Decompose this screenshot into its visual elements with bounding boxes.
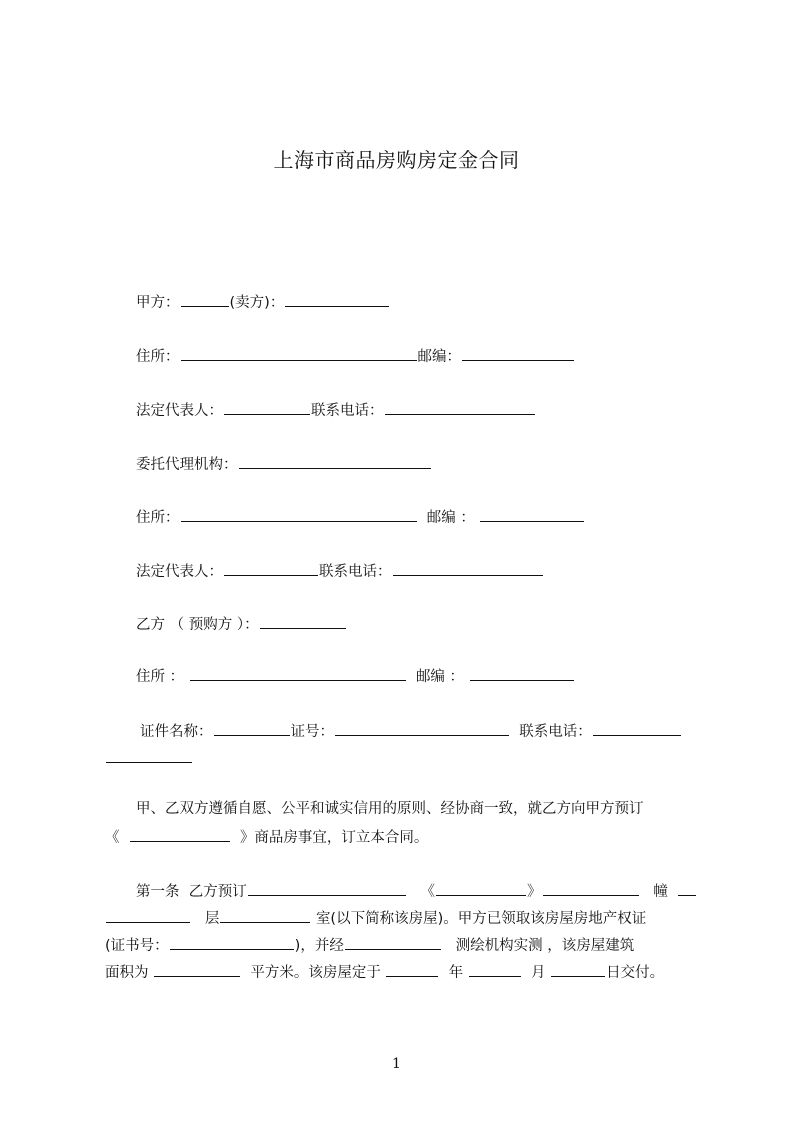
- agent-address-label: 住所：: [136, 510, 180, 526]
- party-a-seller-label: (卖方)：: [229, 295, 285, 311]
- party-a-address-label: 住所：: [136, 349, 180, 365]
- party-a-address-blank[interactable]: [181, 345, 417, 361]
- party-b-phone-label: 联系电话：: [519, 724, 592, 740]
- party-a-label: 甲方：: [136, 295, 180, 311]
- agent-line: [136, 453, 432, 474]
- party-b-id-name-label: 证件名称：: [140, 724, 213, 740]
- article1-road-blank[interactable]: [543, 880, 639, 896]
- preamble-project-blank[interactable]: [130, 826, 230, 842]
- agent-address-line: [136, 506, 585, 527]
- agent-phone-label: 联系电话：: [319, 564, 392, 580]
- preamble-open-bracket: 《: [105, 830, 120, 846]
- party-a-phone-label: 联系电话：: [311, 403, 384, 419]
- party-b-phone-continued: [105, 747, 193, 768]
- article1-cert-close: )，并经: [294, 938, 344, 954]
- party-a-name-blank[interactable]: [181, 291, 229, 307]
- article1-area-label: 面积为: [105, 965, 149, 981]
- article1-year: 年: [448, 965, 464, 981]
- article1-line-1: [136, 880, 697, 901]
- party-b-label: 乙方 （ 预购方 ）：: [136, 617, 259, 633]
- article1-open-quote: 《: [420, 884, 436, 900]
- article1-line-3: [105, 934, 634, 955]
- party-b-phone-blank[interactable]: [593, 720, 681, 736]
- agent-postcode-blank[interactable]: [480, 506, 584, 522]
- preamble-line-1: 甲、乙双方遵循自愿、公平和诚实信用的原则、经协商一致，就乙方向甲方预订: [136, 801, 644, 817]
- party-b-address-line: [136, 665, 575, 686]
- article1-close-quote: 》: [527, 884, 542, 900]
- party-b-line: [136, 613, 347, 634]
- preamble-close-bracket: 》商品房事宜，订立本合同。: [239, 830, 429, 846]
- article1-area-blank[interactable]: [154, 961, 240, 977]
- article1-project-blank[interactable]: [436, 880, 526, 896]
- party-a-phone-blank[interactable]: [385, 399, 535, 415]
- article1-floor-blank[interactable]: [220, 907, 310, 923]
- party-a-rep-line: [136, 399, 536, 420]
- party-b-id-no-label: 证号：: [290, 724, 334, 740]
- article1-building: 幢: [653, 884, 668, 900]
- party-a-postcode-blank[interactable]: [462, 345, 574, 361]
- party-b-postcode-label: 邮编 ：: [415, 669, 465, 685]
- party-a-seller-blank[interactable]: [285, 291, 389, 307]
- party-a-address-line: [136, 345, 575, 366]
- agent-name-blank[interactable]: [239, 453, 431, 469]
- article1-cert-blank[interactable]: [170, 934, 294, 950]
- party-b-address-label: 住所 ：: [136, 669, 185, 685]
- preamble-line-2: [105, 826, 428, 847]
- article1-day-blank[interactable]: [551, 961, 605, 977]
- agent-rep-label: 法定代表人：: [136, 564, 223, 580]
- agent-postcode-label: 邮编 ：: [426, 510, 475, 526]
- article1-line-2: [105, 907, 646, 928]
- party-b-phone-blank-continued[interactable]: [106, 747, 192, 763]
- agent-address-blank[interactable]: [181, 506, 417, 522]
- page-title: 上海市商品房购房定金合同: [273, 148, 520, 172]
- article1-day: 日交付。: [606, 965, 665, 981]
- party-b-id-name-blank[interactable]: [214, 720, 290, 736]
- article1-survey: 测绘机构实测 ，该房屋建筑: [455, 938, 635, 954]
- article1-building-blank-end[interactable]: [106, 907, 190, 923]
- party-a-postcode-label: 邮编：: [417, 349, 461, 365]
- agent-label: 委托代理机构：: [136, 457, 238, 473]
- party-b-address-blank[interactable]: [190, 665, 406, 681]
- agent-phone-blank[interactable]: [393, 560, 543, 576]
- article1-year-blank[interactable]: [386, 961, 438, 977]
- party-b-postcode-blank[interactable]: [470, 665, 574, 681]
- party-b-id-line: [140, 720, 682, 741]
- article1-district-blank[interactable]: [248, 880, 406, 896]
- party-b-name-blank[interactable]: [260, 613, 346, 629]
- party-a-line: [136, 291, 390, 312]
- article1-building-blank-start[interactable]: [678, 880, 696, 896]
- party-a-rep-blank[interactable]: [224, 399, 310, 415]
- article1-month: 月: [530, 965, 546, 981]
- article1-survey-blank[interactable]: [345, 934, 441, 950]
- article1-room: 室(以下简称该房屋)。甲方已领取该房屋房地产权证: [315, 911, 647, 927]
- article1-lead: 第一条 乙方预订: [136, 884, 247, 900]
- party-a-rep-label: 法定代表人：: [136, 403, 223, 419]
- party-b-id-no-blank[interactable]: [335, 720, 509, 736]
- agent-rep-blank[interactable]: [224, 560, 318, 576]
- article1-month-blank[interactable]: [469, 961, 521, 977]
- page-number: 1: [392, 1056, 401, 1072]
- article1-area-unit: 平方米。该房屋定于: [250, 965, 381, 981]
- article1-cert-open: (证书号：: [105, 938, 169, 954]
- article1-floor: 层: [204, 911, 220, 927]
- agent-rep-line: [136, 560, 544, 581]
- article1-line-4: [105, 961, 664, 982]
